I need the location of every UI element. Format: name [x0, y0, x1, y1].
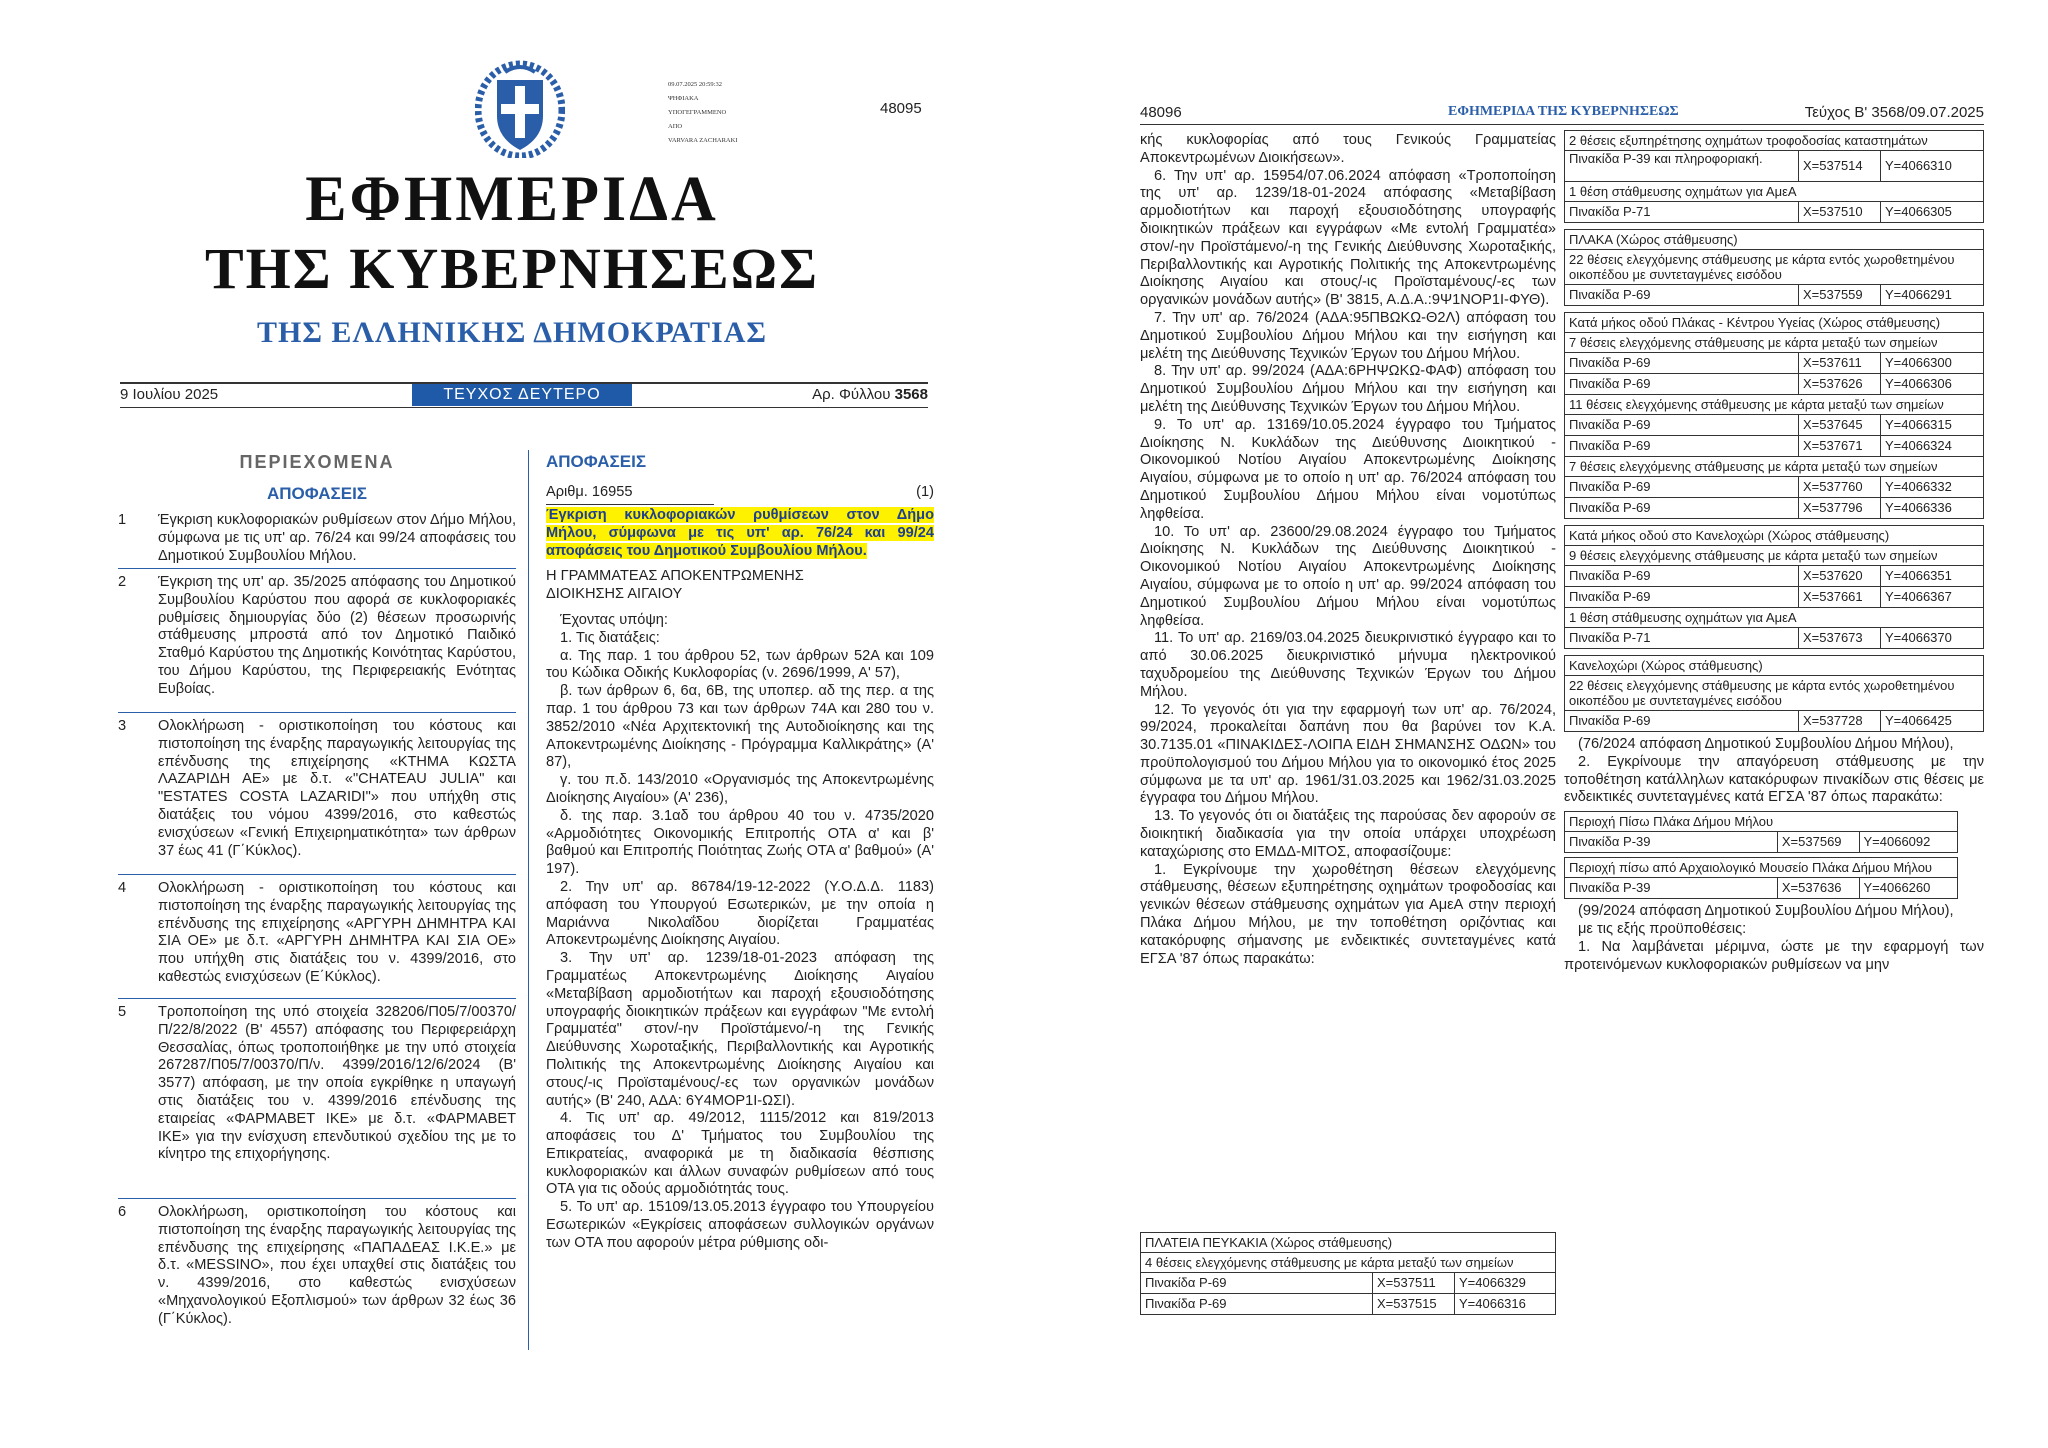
table-subheader: 4 θέσεις ελεγχόμενης στάθμευσης με κάρτα μεταξύ των σημείων [1141, 1253, 1555, 1273]
page-number: 48095 [880, 100, 922, 117]
table-cell: Πινακίδα Ρ-69 [1565, 498, 1799, 518]
table-cell: X=537569 [1778, 832, 1860, 852]
toc-entry-number: 4 [118, 880, 127, 896]
table-subheader: 7 θέσεις ελεγχόμενης στάθμευσης με κάρτα μεταξύ των σημείων [1565, 457, 1983, 477]
table-cell: Y=4066332 [1885, 479, 1952, 494]
table-cell: X=537620 [1799, 566, 1881, 586]
table-cell: Y=4066300 [1885, 355, 1952, 370]
body-paragraph: 5. Το υπ' αρ. 15109/13.05.2013 έγγραφο του Υπουργείου Εσωτερικών «Εγκρίσεις αποφάσεων συλλογικών οργάνων των ΟΤΑ που αφορούν μέτρα ρύθμισης οδι- [546, 1199, 934, 1251]
body-paragraph: β. των άρθρων 6, 6α, 6Β, της υποπερ. αδ της περ. α της παρ. 1 του άρθρου 73 και των άρθρων 74Α και 280 του ν. 3852/2010 «Νέα Αρχιτεκτονική της Αυτοδιοίκησης και της Αποκεντρωμένης Διοίκησης - Πρόγραμμα Καλλικράτης» (Α' 87), [546, 683, 934, 771]
body-paragraph: 12. Το γεγονός ότι για την εφαρμογή των υπ' αρ. 76/2024, 99/2024, προκαλείται δαπάνη που θα βαρύνει τον Κ.Α. 30.7135.01 «ΠΙΝΑΚΙΔΕΣ-ΛΟΙΠΑ ΕΙΔΗ ΣΗΜΑΝΣΗΣ ΟΔΩΝ» του προϋπολογισμού του Δήμου Μήλου για το οικονομικό έτος 2025 σύμφωνα με τα υπ' αρ. 1961/31.03.2025 και 1962/31.03.2025 έγγραφα του Δήμου Μήλου. [1140, 701, 1556, 807]
table-subheader: 9 θέσεις ελεγχόμενης στάθμευσης με κάρτα μεταξύ των σημείων [1565, 546, 1983, 566]
divider [118, 874, 516, 875]
masthead-title: ΕΦΗΜΕΡΙΔΑ [305, 163, 719, 235]
toc-entry[interactable] [118, 1204, 516, 1329]
table-cell: Y=4066260 [1863, 880, 1931, 896]
table-cell: X=537636 [1778, 878, 1860, 898]
table-cell: X=537671 [1799, 436, 1881, 456]
table-row [1565, 374, 1983, 395]
body-paragraph: με τις εξής προϋποθέσεις: [1578, 920, 1747, 937]
issue-type: ΤΕΥΧΟΣ ΔΕΥΤΕΡΟ [412, 384, 632, 406]
decision-number-row [546, 484, 934, 504]
divider [118, 998, 516, 999]
toc-entry-text: Έγκριση κυκλοφοριακών ρυθμίσεων στον Δήμο Μήλου, σύμφωνα με τις υπ' αρ. 76/24 και 99/24 αποφάσεις του Δημοτικού Συμβουλίου Μήλου. [158, 512, 516, 564]
right-column-2 [1564, 130, 1984, 974]
issue-date: 9 Ιουλίου 2025 [120, 386, 219, 403]
table-cell: Πινακίδα Ρ-39 [1565, 832, 1778, 852]
table-row [1565, 566, 1983, 587]
decision-title: Έγκριση κυκλοφοριακών ρυθμίσεων στον Δήμο Μήλου, σύμφωνα με τις υπ' αρ. 76/24 και 99/24 αποφάσεις του Δημοτικού Συμβουλίου Μήλου. [546, 507, 934, 559]
table-row [1565, 477, 1983, 498]
table-subheader: 1 θέση στάθμευσης οχημάτων για ΑμεΑ [1565, 182, 1983, 202]
table-cell: X=537559 [1799, 285, 1881, 305]
table-cell: Πινακίδα Ρ-69 [1565, 353, 1799, 373]
toc-entry[interactable] [118, 718, 516, 860]
table-header: Κανελοχώρι (Χώρος στάθμευσης) [1565, 656, 1983, 676]
body-paragraph: 1. Εγκρίνουμε την χωροθέτηση θέσεων ελεγχόμενης στάθμευσης, θέσεων εξυπηρέτησης οχημάτων τροφοδοσίας και γενικών θέσεων στάθμευσης οχημάτων για ΑμεΑ στην περιοχή Πλάκα Δήμου Μήλου, με την τοποθέτηση οριζόντιας και κατακόρυφης σήμανσης με ενδεικτικές συντεταγμένες κατά ΕΓΣΑ '87 όπως παρακάτω: [1140, 861, 1556, 967]
table-cell: Πινακίδα Ρ-71 [1565, 628, 1799, 648]
body-paragraph: 2. Την υπ' αρ. 86784/19-12-2022 (Υ.Ο.Δ.Δ. 1183) απόφαση του Υπουργού Εσωτερικών, με την οποία η Μαριάννα Νικολαΐδου διορίζεται Γραμματέας Αποκεντρωμένης Διοίκησης Αιγαίου. [546, 878, 934, 949]
table-row [1565, 878, 1957, 898]
body-paragraph: 3. Την υπ' αρ. 1239/18-01-2023 απόφαση της Γραμματέως Αποκεντρωμένης Διοίκησης Αιγαίου «Μεταβίβαση αρμοδιοτήτων και παροχή εξουσιοδότησης υπογραφής διοικητικών πράξεων και εγγράφων "Με εντολή Γραμματέα" στον/-ην Προϊστάμενο/-η της Γενικής Διεύθυνσης Χωροταξικής, Περιβαλλοντικής και Αγροτικής Πολιτικής της Αποκεντρωμένης Διοίκησης Αιγαίου και στους/-ις Προϊσταμένους/-ες των οργανικών μονάδων αυτής» (Β' 240, ΑΔΑ: 6Υ4ΜΟΡ1Ι-ΩΣΙ). [546, 950, 934, 1109]
masthead-subtitle: ΤΗΣ ΚΥΒΕΡΝΗΣΕΩΣ [205, 236, 819, 301]
divider [118, 568, 516, 569]
table-cell: X=537760 [1799, 477, 1881, 497]
toc-entry-text: Έγκριση της υπ' αρ. 35/2025 απόφασης του Δημοτικού Συμβουλίου Καρύστου που αφορά σε κυκλοφοριακές ρυθμίσεις δημιουργίας δύο (2) θέσεων προσωρινής στάθμευσης μπροστά από τον Δημοτικό Παιδικό Σταθμό Καρύστου της Δημοτικής Κοινότητας Καρύστου, του Δήμου Καρύστου, της Περιφερειακής Ενότητας Ευβοίας. [158, 574, 516, 697]
table-header: Κατά μήκος οδού στο Κανελοχώρι (Χώρος στάθμευσης) [1565, 526, 1983, 546]
toc-entry-number: 2 [118, 574, 127, 590]
body-paragraph: 9. Το υπ' αρ. 13169/10.05.2024 έγγραφο του Τμήματος Διοίκησης Ν. Κυκλάδων της Διεύθυνσης Διοικητικού - Οικονομικού Νοτίου Αιγαίου Αποκεντρωμένης Διοίκησης Αιγαίου, σύμφωνα με το οποίο η υπ' αρ. 76/2024 απόφαση του Δημοτικού Συμβουλίου Δήμου Μήλου είναι νομοτύπως ληφθείσα. [1140, 416, 1556, 522]
body-paragraph: 4. Τις υπ' αρ. 49/2012, 1115/2012 και 819/2013 αποφάσεις του Δ' Τμήματος του Συμβουλίου της Επικρατείας, αναφορικά με τη διαδικασία θέσπισης κυκλοφοριακών και άλλων συναφών ρυθμίσεων από τους ΟΤΑ για τις οδούς αρμοδιότητάς τους. [546, 1110, 934, 1198]
table-cell: Y=4066306 [1885, 376, 1952, 391]
table-subheader: 22 θέσεις ελεγχόμενης στάθμευσης με κάρτα εντός χωροθετημένου οικοπέδου με συντεταγμένες εισόδου [1565, 676, 1983, 711]
body-paragraph: Έχοντας υπόψη: [560, 611, 668, 628]
secretary-line: ΔΙΟΙΚΗΣΗΣ ΑΙΓΑΙΟΥ [546, 586, 683, 603]
toc-entry-number: 3 [118, 718, 127, 734]
body-paragraph: (76/2024 απόφαση Δημοτικού Συμβουλίου Δήμου Μήλου), [1578, 736, 1954, 752]
toc-entry[interactable] [118, 1004, 516, 1164]
table-header: Περιοχή πίσω από Αρχαιολογικό Μουσείο Πλάκα Δήμου Μήλου [1565, 858, 1957, 878]
table-row [1565, 353, 1983, 374]
table-cell: X=537673 [1799, 628, 1881, 648]
table-row [1565, 587, 1983, 608]
decisions-heading: ΑΠΟΦΑΣΕΙΣ [546, 452, 647, 471]
coordinates-table [1564, 312, 1984, 519]
table-cell: Y=4066310 [1885, 158, 1952, 173]
masthead-republic: ΤΗΣ ΕΛΛΗΝΙΚΗΣ ΔΗΜΟΚΡΑΤΙΑΣ [256, 316, 768, 349]
toc-entry-number: 6 [118, 1204, 127, 1220]
toc-entry-text: Ολοκλήρωση - οριστικοποίηση του κόστους και πιστοποίηση της έναρξης παραγωγικής λειτουργίας της επένδυσης της επιχείρησης «ΚΤΗΜΑ ΚΩΣΤΑ ΛΑΖΑΡΙΔΗ ΑΕ» με δ.τ. «"CHATEAU JULIA" και "ESTATES COSTA LAZARIDI"» που υπήχθη στις διατάξεις του νόμου 4399/2016, στο καθεστώς ενισχύσεων «Γενική Επιχειρηματικότητα» των άρθρων 37 έως 41 (Γ΄Κύκλος). [158, 718, 516, 859]
table-cell: Πινακίδα Ρ-69 [1141, 1273, 1373, 1293]
toc-entry-text: Ολοκλήρωση, οριστικοποίηση του κόστους και πιστοποίηση της έναρξης παραγωγικής λειτουργίας της επένδυσης της επιχείρησης «ΠΑΠΑΔΕΑΣ Ι.Κ.Ε.» με δ.τ. «MESSINO», που έχει υπαχθεί στις διατάξεις του ν. 4399/2016, στο καθεστώς ενισχύσεων «Μηχανολογικού Εξοπλισμού» των άρθρων 32 έως 36 (Γ΄Κύκλος). [158, 1204, 516, 1327]
decision-index: (1) [916, 484, 934, 500]
body-paragraph: 10. Το υπ' αρ. 23600/29.08.2024 έγγραφο του Τμήματος Διοίκησης Ν. Κυκλάδων της Διεύθυνσης Διοικητικού - Οικονομικού Νοτίου Αιγαίου Αποκεντρωμένης Διοίκησης Αιγαίου, σύμφωνα με το οποίο η υπ' αρ. 99/2024 απόφαση του Δημοτικού Συμβουλίου Δήμου Μήλου είναι νομοτύπως ληφθείσα. [1140, 523, 1556, 629]
sheet-label: Αρ. Φύλλου [812, 386, 895, 403]
digital-signature-block [668, 78, 738, 148]
table-cell: X=537645 [1799, 415, 1881, 435]
coordinates-table [1564, 229, 1984, 306]
table-cell: X=537511 [1373, 1273, 1455, 1293]
table-row [1565, 285, 1983, 305]
secretary-line: Η ΓΡΑΜΜΑΤΕΑΣ ΑΠΟΚΕΝΤΡΩΜΕΝΗΣ [546, 568, 804, 585]
body-paragraph: α. Της παρ. 1 του άρθρου 52, των άρθρων 52Α και 109 του Κώδικα Οδικής Κυκλοφορίας (ν. 2696/1999, Α' 57), [546, 647, 934, 682]
table-subheader: 22 θέσεις ελεγχόμενης στάθμευσης με κάρτα εντός χωροθετημένου οικοπέδου με συντεταγμένες εισόδου [1565, 250, 1983, 285]
greek-coat-of-arms-icon [475, 58, 565, 158]
table-subheader: 11 θέσεις ελεγχόμενης στάθμευσης με κάρτα μεταξύ των σημείων [1565, 395, 1983, 415]
table-row [1565, 498, 1983, 518]
table-cell: Πινακίδα Ρ-69 [1565, 587, 1799, 607]
table-row [1141, 1273, 1555, 1294]
coordinates-table [1140, 1232, 1556, 1315]
coordinates-table [1564, 525, 1984, 649]
toc-entry[interactable] [118, 512, 516, 565]
table-cell: Πινακίδα Ρ-69 [1565, 374, 1799, 394]
table-cell: Y=4066315 [1885, 417, 1952, 432]
table-cell: Y=4066336 [1885, 500, 1952, 515]
table-row [1141, 1294, 1555, 1314]
table-cell: Πινακίδα Ρ-69 [1565, 477, 1799, 497]
signature-line: ΑΠΟ [668, 123, 683, 130]
signature-line: VARVARA ZACHARAKI [668, 137, 738, 144]
toc-entry-text: Τροποποίηση της υπό στοιχεία 328206/Π05/7/00370/ Π/22/8/2022 (Β' 4557) απόφασης του Περιφερειάρχη Θεσσαλίας, όπως τροποποιήθηκε με την υπό στοιχεία 267287/Π05/7/00370/Π/ν. 4399/2016/12/6/2024 (Β' 3577) απόφαση, με την οποία εγκρίθηκε η υπαγωγή στις διατάξεις του ν. 4399/2016 επένδυσης της εταιρείας «ΦΑΡΜΑΒΕΤ ΙΚΕ» με δ.τ. «ΦΑΡΜΑΒΕΤ ΙΚΕ» για την ενίσχυση επενδυτικού σχεδίου της με το κίνητρο της επιχορήγησης. [158, 1004, 516, 1163]
table-cell: Πινακίδα Ρ-39 και πληροφοριακή. [1565, 151, 1799, 181]
table-cell: X=537611 [1799, 353, 1881, 373]
toc-entry[interactable] [118, 880, 516, 987]
table-cell: X=537510 [1799, 202, 1881, 222]
table-row [1565, 436, 1983, 457]
divider [118, 1198, 516, 1199]
table-cell: X=537626 [1799, 374, 1881, 394]
table-cell: Y=4066305 [1885, 204, 1952, 219]
body-paragraph: δ. της παρ. 3.1αδ του άρθρου 40 του ν. 4735/2020 «Αρμοδιότητες Οικονομικής Επιτροπής ΟΤΑ α' και β' βαθμού και Επιτροπής Ποιότητας Ζωής ΟΤΑ α' βαθμού» (Α' 197). [546, 807, 934, 878]
sheet-value: 3568 [894, 386, 928, 403]
table-row [1565, 832, 1957, 852]
signature-line: ΥΠΟΓΕΓΡΑΜΜΕΝΟ [668, 109, 727, 116]
coordinates-table [1564, 857, 1958, 899]
toc-entry-number: 5 [118, 1004, 127, 1020]
body-paragraph: 1. Να λαμβάνεται μέριμνα, ώστε με την εφαρμογή των προτεινόμενων κυκλοφοριακών ρυθμίσεων να μην [1564, 938, 1984, 973]
table-subheader: 2 θέσεις εξυπηρέτησης οχημάτων τροφοδοσίας καταστημάτων [1565, 131, 1983, 151]
table-cell: Πινακίδα Ρ-69 [1565, 415, 1799, 435]
coordinates-table [1564, 655, 1984, 732]
page-number: 48096 [1140, 104, 1182, 121]
body-paragraph: 2. Εγκρίνουμε την απαγόρευση στάθμευσης με την τοποθέτηση κατάλληλων κατακόρυφων πινακίδων στις θέσεις με ενδεικτικές συντεταγμένες κατά ΕΓΣΑ '87 όπως παρακάτω: [1564, 753, 1984, 806]
body-paragraph: 1. Τις διατάξεις: [560, 629, 660, 646]
body-paragraph: 11. Το υπ' αρ. 2169/03.04.2025 διευκρινιστικό έγγραφο και το από 30.06.2025 διευκρινιστικό μήνυμα ηλεκτρονικού ταχυδρομείου της Διεύθυνσης Τεχνικών Έργων του Δήμου Μήλου. [1140, 630, 1556, 700]
body-paragraph: (99/2024 απόφαση Δημοτικού Συμβουλίου Δήμου Μήλου), [1578, 903, 1954, 920]
toc-entry[interactable] [118, 574, 516, 699]
table-row [1565, 202, 1983, 222]
table-cell: Y=4066425 [1885, 713, 1952, 728]
table-cell: Πινακίδα Ρ-69 [1141, 1294, 1373, 1314]
table-header: Περιοχή Πίσω Πλάκα Δήμου Μήλου [1565, 812, 1957, 832]
table-row [1565, 151, 1983, 182]
contents-heading: ΠΕΡΙΕΧΟΜΕΝΑ [239, 452, 395, 472]
body-paragraph: 13. Το γεγονός ότι οι διατάξεις της παρούσας δεν αφορούν σε διοικητική διαδικασία για την οποία υπάρχει υποχρέωση καταχώρισης στο ΕΜΔΔ-ΜΙΤΟΣ, αποφασίζουμε: [1140, 808, 1556, 860]
running-header-issue: Τεύχος Β' 3568/09.07.2025 [1804, 104, 1984, 121]
table-header: ΠΛΑΚΑ (Χώρος στάθμευσης) [1565, 230, 1983, 250]
table-cell: Πινακίδα Ρ-71 [1565, 202, 1799, 222]
table-row [1565, 415, 1983, 436]
table-row [1565, 628, 1983, 648]
toc-entry-text: Ολοκλήρωση - οριστικοποίηση του κόστους και πιστοποίηση της έναρξης παραγωγικής λειτουργίας της επένδυσης της επιχείρησης «ΑΡΓΥΡΗ ΔΗΜΗΤΡΑ ΚΑΙ ΣΙΑ ΟΕ» με δ.τ. «ΑΡΓΥΡΗ ΔΗΜΗΤΡΑ ΚΑΙ ΣΙΑ ΟΕ» που υπήχθη στις διατάξεις του ν. 4399/2016, στο καθεστώς ενισχύσεων (Ε΄Κύκλος). [158, 880, 516, 985]
table-header: Κατά μήκος οδού Πλάκας - Κέντρου Υγείας (Χώρος στάθμευσης) [1565, 313, 1983, 333]
table-cell: Πινακίδα Ρ-69 [1565, 711, 1799, 731]
masthead-rule [120, 407, 928, 408]
table-cell: Πινακίδα Ρ-69 [1565, 566, 1799, 586]
table-cell: Y=4066367 [1885, 589, 1952, 604]
right-column-1 [1140, 132, 1556, 968]
signature-line: 09.07.2025 20:59:32 [668, 81, 722, 88]
table-cell: X=537515 [1373, 1294, 1455, 1314]
header-rule [1140, 124, 1984, 125]
body-paragraph: κής κυκλοφορίας από τους Γενικούς Γραμματείας Αποκεντρωμένων Διοικήσεων». [1140, 132, 1556, 166]
coordinates-table [1564, 130, 1984, 223]
table-cell: Πινακίδα Ρ-39 [1565, 878, 1778, 898]
body-paragraph: 6. Την υπ' αρ. 15954/07.06.2024 απόφαση «Τροποποίηση της υπ' αρ. 1239/18-01-2024 απόφασης «Μεταβίβαση αρμοδιοτήτων και παροχή εξουσιοδότησης υπογραφής διοικητικών πράξεων και εγγράφων «Με εντολή Γραμματέα» στον/-ην Προϊστάμενο/-η της Γενικής Διεύθυνσης Χωροταξικής, Περιβαλλοντικής και Αγροτικής Πολιτικής της Αποκεντρωμένης Διοίκησης Αιγαίου και στους/-ις Προϊσταμένους/-ες των οργανικών μονάδων αυτής» (Β' 3815, Α.Δ.Α.:9Ψ1ΝΟΡ1Ι-ΦΥΘ). [1140, 167, 1556, 309]
table-cell: Y=4066316 [1459, 1296, 1526, 1311]
table-cell: Y=4066329 [1459, 1275, 1526, 1290]
table-cell: Y=4066370 [1885, 630, 1952, 645]
running-header-title: ΕΦΗΜΕΡΙΔΑ ΤΗΣ ΚΥΒΕΡΝΗΣΕΩΣ [1448, 104, 1679, 119]
body-paragraph: 8. Την υπ' αρ. 99/2024 (ΑΔΑ:6ΡΗΨΩΚΩ-ΦΑΦ) απόφαση του Δημοτικού Συμβουλίου Δήμου Μήλου και την εισήγηση και μελέτη της Διεύθυνσης Τεχνικών Έργων του Δήμου Μήλου. [1140, 363, 1556, 415]
table-subheader: 7 θέσεις ελεγχόμενης στάθμευσης με κάρτα μεταξύ των σημείων [1565, 333, 1983, 353]
table-cell: X=537728 [1799, 711, 1881, 731]
table-cell: Y=4066291 [1885, 287, 1952, 302]
divider [118, 712, 516, 713]
divider [546, 504, 714, 505]
table-cell: Y=4066092 [1863, 834, 1931, 850]
body-paragraph: γ. του π.δ. 143/2010 «Οργανισμός της Αποκεντρωμένης Διοίκησης Αιγαίου» (Α' 236), [546, 772, 934, 806]
toc-entry-number: 1 [118, 512, 127, 528]
table-subheader: 1 θέση στάθμευσης οχημάτων για ΑμεΑ [1565, 608, 1983, 628]
decision-number: Αριθμ. 16955 [546, 484, 633, 500]
table-cell: Πινακίδα Ρ-69 [1565, 285, 1799, 305]
coordinates-table [1564, 811, 1958, 853]
table-row [1565, 711, 1983, 731]
table-cell: Y=4066351 [1885, 568, 1952, 583]
body-paragraph: 7. Την υπ' αρ. 76/2024 (ΑΔΑ:95ΠΒΩΚΩ-Θ2Λ) απόφαση του Δημοτικού Συμβουλίου Δήμου Μήλου και την εισήγηση και μελέτη της Διεύθυνσης Τεχνικών Έργων του Δήμου Μήλου. [1140, 309, 1556, 362]
table-cell: X=537661 [1799, 587, 1881, 607]
column-divider [528, 450, 529, 1350]
table-cell: Πινακίδα Ρ-69 [1565, 436, 1799, 456]
decision-column [546, 452, 934, 1253]
table-header: ΠΛΑΤΕΙΑ ΠΕΥΚΑΚΙΑ (Χώρος στάθμευσης) [1141, 1233, 1555, 1253]
table-cell: X=537514 [1799, 151, 1881, 181]
right-page [1024, 0, 2048, 1448]
signature-line: ΨΗΦΙΑΚΑ [668, 95, 699, 102]
table-cell: X=537796 [1799, 498, 1881, 518]
table-cell: Y=4066324 [1885, 438, 1952, 453]
decisions-subheading: ΑΠΟΦΑΣΕΙΣ [266, 484, 368, 503]
sheet-number [770, 386, 928, 403]
